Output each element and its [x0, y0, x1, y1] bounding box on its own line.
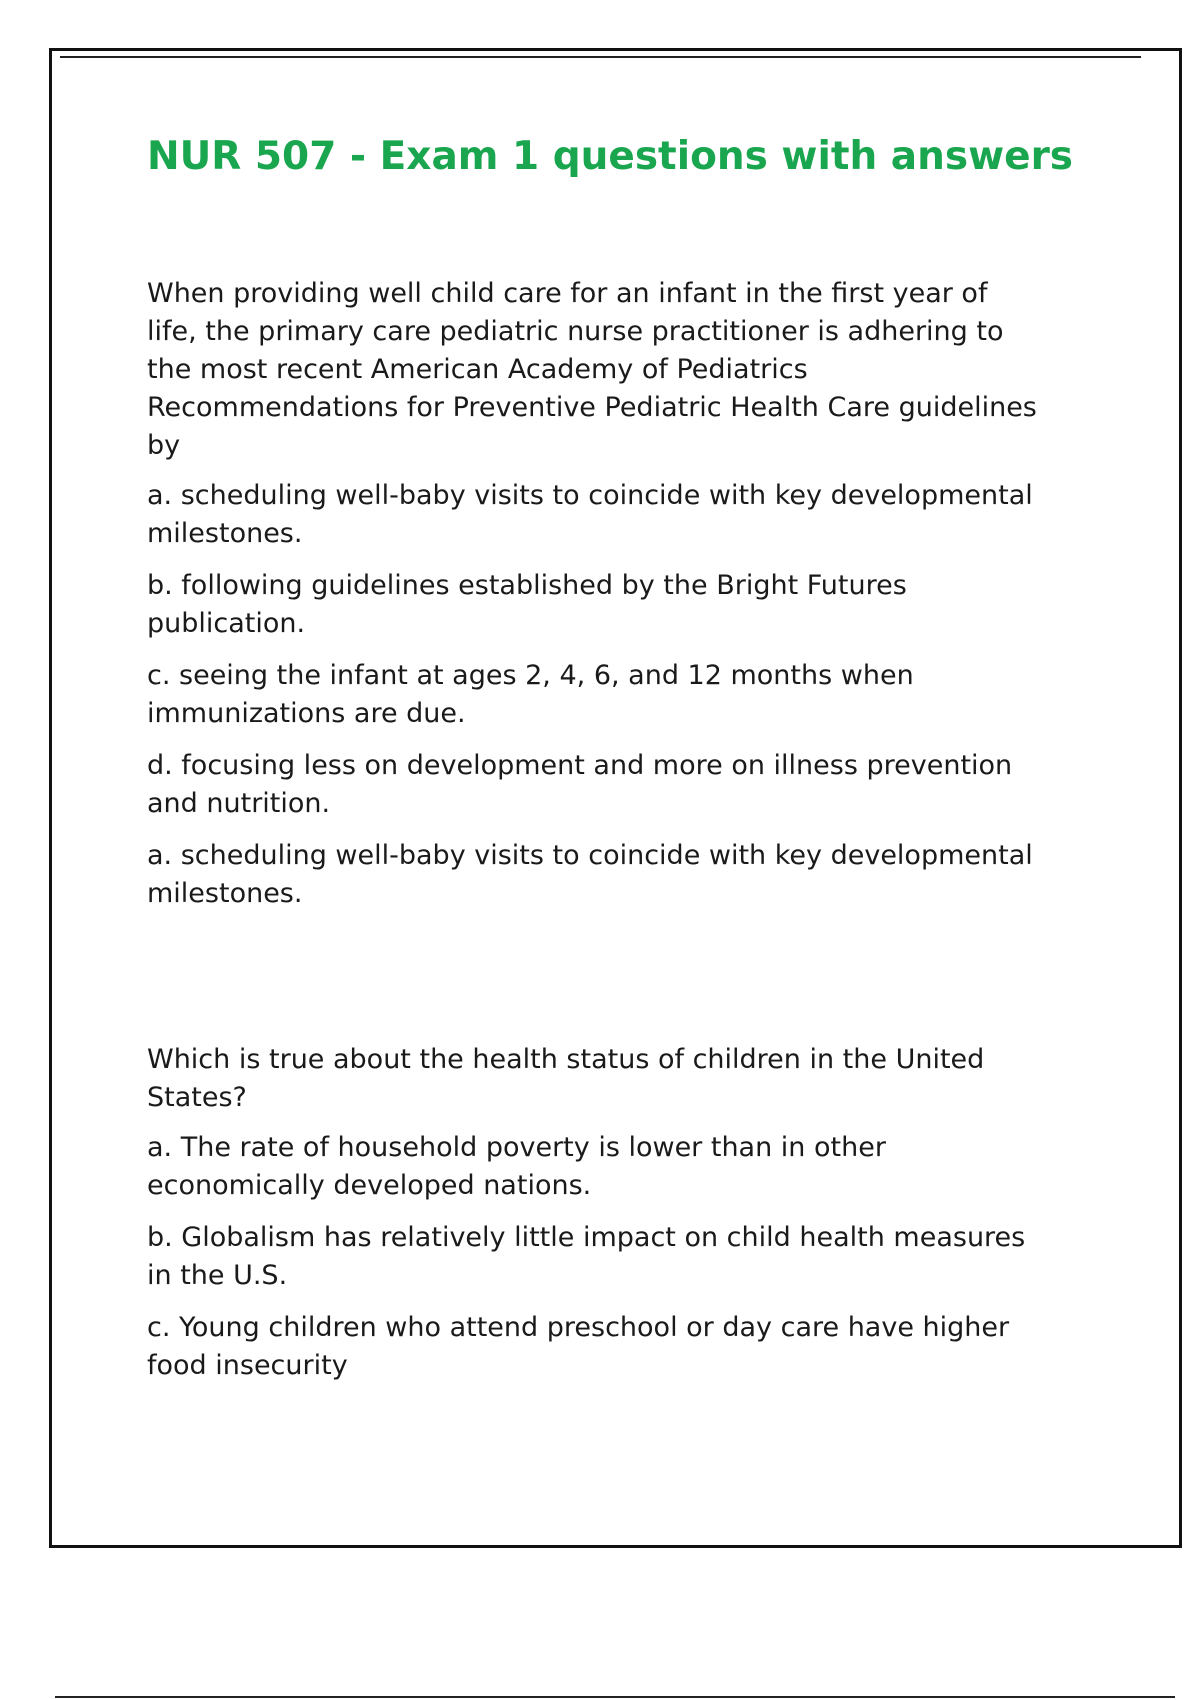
footer-rule: [55, 1696, 1175, 1698]
option-a: a. The rate of household poverty is lower than in other economically developed nations.: [147, 1132, 886, 1201]
top-rule: [60, 56, 1141, 58]
document-body: [147, 131, 1137, 1399]
page-frame: [49, 48, 1182, 1548]
question-text: When providing well child care for an infant in the first year of life, the primary care pediatric nurse practitioner is adhering to the most recent American Academy of Pediatrics Recommendations for Preventive Pediatric Health Care guidelines by: [147, 278, 1037, 461]
question-block-1: [147, 275, 1137, 913]
option-c: c. Young children who attend preschool or day care have higher food insecurity: [147, 1312, 1010, 1381]
answer-text: a. scheduling well-baby visits to coincide with key developmental milestones.: [147, 840, 1033, 909]
option-a: a. scheduling well-baby visits to coincide with key developmental milestones.: [147, 480, 1033, 549]
question-text: Which is true about the health status of children in the United States?: [147, 1044, 985, 1113]
document-title: NUR 507 - Exam 1 questions with answers: [147, 134, 1074, 179]
option-d: d. focusing less on development and more on illness prevention and nutrition.: [147, 750, 1013, 819]
option-b: b. Globalism has relatively little impact on child health measures in the U.S.: [147, 1222, 1026, 1291]
option-c: c. seeing the infant at ages 2, 4, 6, and 12 months when immunizations are due.: [147, 660, 914, 729]
question-block-2: [147, 1041, 1137, 1385]
option-b: b. following guidelines established by the Bright Futures publication.: [147, 570, 907, 639]
